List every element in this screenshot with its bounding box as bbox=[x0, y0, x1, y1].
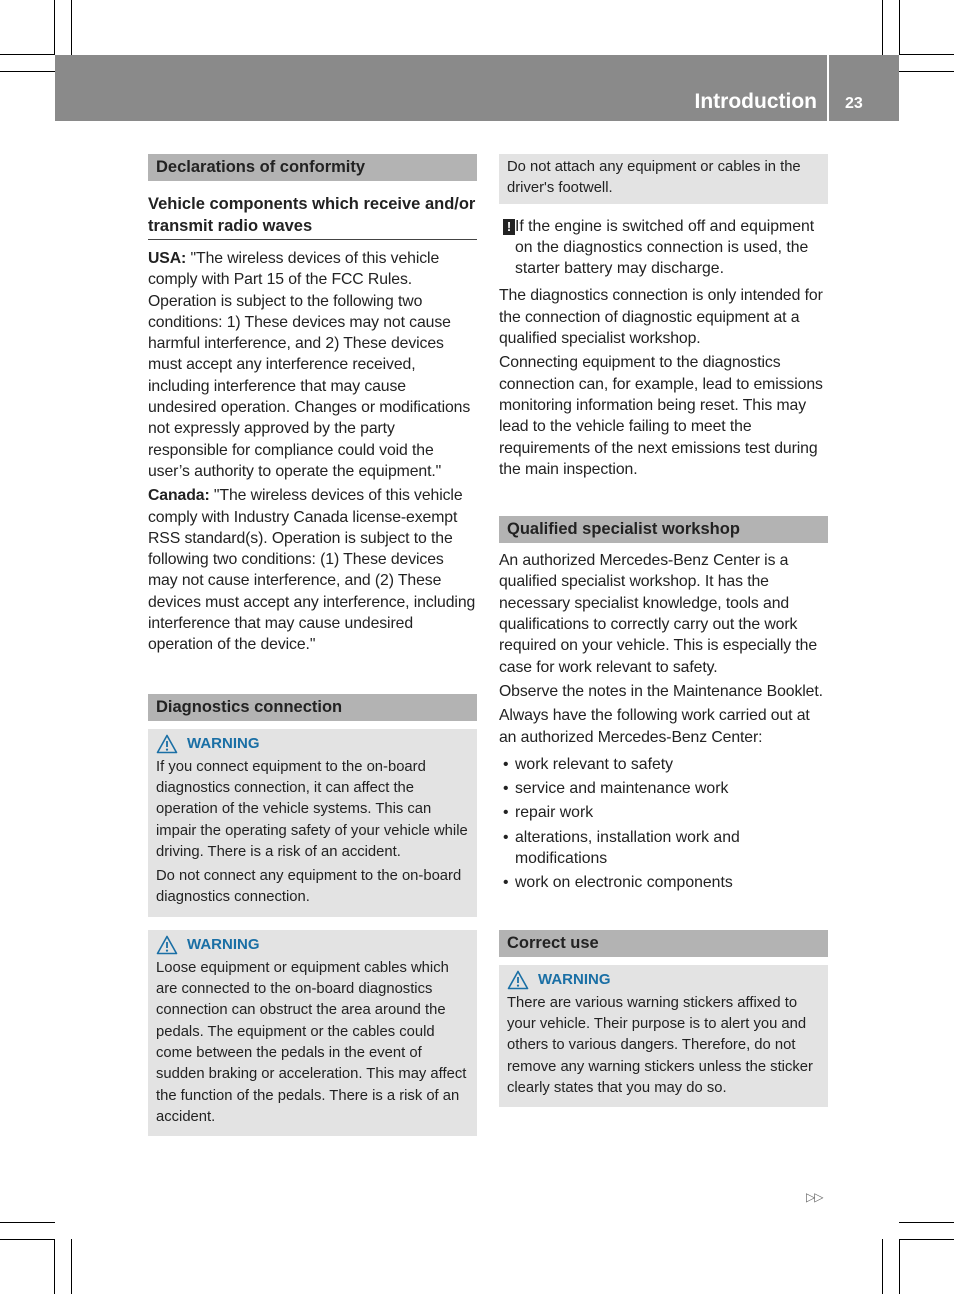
crop-mark bbox=[899, 1239, 954, 1240]
crop-mark bbox=[0, 71, 55, 72]
crop-mark bbox=[899, 71, 954, 72]
crop-mark bbox=[899, 1239, 900, 1294]
warning-triangle-icon bbox=[507, 970, 529, 990]
warning-label: WARNING bbox=[187, 735, 260, 753]
crop-mark bbox=[899, 1222, 954, 1223]
section-heading-workshop: Qualified specialist workshop bbox=[499, 516, 828, 543]
warning-text: Loose equipment or equipment cables which are connected to the on-board diagnostics connection can obstruct the area around the pedals. The equipment or the cables could come between the pedals in the event of sudden braking or acceleration. This may affect the function of the pedals. There is a risk of an accident. bbox=[156, 959, 467, 1125]
header-bar bbox=[55, 55, 827, 121]
crop-mark bbox=[899, 54, 954, 55]
crop-mark bbox=[54, 0, 55, 55]
body-paragraph: Connecting equipment to the diagnostics connection can, for example, lead to emissions monitoring information being reset. This may lead to the vehicle failing to meet the requirements of the next emissions test during the main inspection. bbox=[499, 354, 823, 478]
crop-mark bbox=[71, 0, 72, 55]
note-box: Do not attach any equipment or cables in the driver's footwell. bbox=[499, 154, 828, 204]
warning-header bbox=[156, 934, 469, 956]
caution-text: If the engine is switched off and equipment on the diagnostics connection is used, the starter battery may discharge. bbox=[515, 217, 815, 278]
canada-paragraph bbox=[148, 485, 477, 655]
crop-mark bbox=[71, 1239, 72, 1294]
warning-text: There are various warning stickers affixed to your vehicle. Their purpose is to alert you and others to various dangers. Therefore, do not remove any warning stickers unless the sticker clearly states that you may do so. bbox=[507, 994, 813, 1096]
page-number-box bbox=[829, 55, 899, 121]
page-number: 23 bbox=[845, 95, 863, 112]
usa-label: USA: bbox=[148, 250, 187, 267]
list-item: • repair work bbox=[499, 802, 828, 823]
warning-header bbox=[507, 969, 820, 991]
warning-triangle-icon bbox=[156, 734, 178, 754]
double-arrow-right-icon: ▷▷ bbox=[806, 1190, 823, 1204]
warning-header bbox=[156, 733, 469, 755]
warning-text: Do not connect any equipment to the on-board diagnostics connection. bbox=[156, 868, 462, 906]
usa-text: "The wireless devices of this vehicle comply with Part 15 of the FCC Rules. Operation is subject to the following two conditions: 1) These devices may not cause harmful interference, and 2) These devices must accept any interference received, including interference that may cause undesired operation. Changes or modifications not expressly approved by the party responsible for compliance could void the user’s authority to operate the equipment." bbox=[148, 250, 471, 480]
section-heading-diagnostics: Diagnostics connection bbox=[148, 694, 477, 721]
section-heading-declarations: Declarations of conformity bbox=[148, 154, 477, 181]
crop-mark bbox=[0, 54, 55, 55]
usa-paragraph bbox=[148, 248, 477, 482]
right-column bbox=[499, 154, 828, 1107]
canada-label: Canada: bbox=[148, 487, 210, 505]
subheading-radio-components: Vehicle components which receive and/or transmit radio waves bbox=[148, 193, 477, 240]
list-item: • service and maintenance work bbox=[499, 778, 828, 799]
body-paragraph: Observe the notes in the Maintenance Booklet. bbox=[499, 682, 823, 700]
section-heading-correct-use: Correct use bbox=[499, 930, 828, 957]
crop-mark bbox=[0, 1239, 55, 1240]
list-item: • work relevant to safety bbox=[499, 754, 828, 775]
workshop-bullet-list bbox=[499, 754, 828, 894]
body-paragraph: An authorized Mercedes-Benz Center is a qualified specialist workshop. It has the necessary specialist knowledge, tools and qualifications to correctly carry out the work required on your vehicle. This is especially the case for work relevant to safety. bbox=[499, 552, 818, 676]
warning-box bbox=[148, 930, 477, 1136]
left-column bbox=[148, 154, 477, 1136]
chapter-title: Introduction bbox=[694, 90, 817, 113]
crop-mark bbox=[0, 1222, 55, 1223]
crop-mark bbox=[882, 0, 883, 55]
crop-mark bbox=[899, 0, 900, 55]
warning-label: WARNING bbox=[538, 971, 611, 989]
warning-box bbox=[499, 965, 828, 1107]
caution-note bbox=[499, 216, 828, 280]
warning-label: WARNING bbox=[187, 936, 260, 954]
warning-box bbox=[148, 729, 477, 917]
list-item: • alterations, installation work and modifications bbox=[499, 827, 828, 870]
warning-text: If you connect equipment to the on-board diagnostics connection, it can affect the operation of the vehicle systems. This can impair the operating safety of your vehicle while driving. There is a risk of an accident. bbox=[156, 758, 468, 860]
crop-mark bbox=[882, 1239, 883, 1294]
crop-mark bbox=[54, 1239, 55, 1294]
exclamation-icon: ! bbox=[503, 219, 515, 235]
warning-triangle-icon bbox=[156, 935, 178, 955]
body-paragraph: Always have the following work carried out at an authorized Mercedes-Benz Center: bbox=[499, 707, 810, 746]
body-paragraph: The diagnostics connection is only intended for the connection of diagnostic equipment at a qualified specialist workshop. bbox=[499, 287, 823, 348]
canada-text: "The wireless devices of this vehicle comply with Industry Canada license-exempt RSS standard(s). Operation is subject to the following two conditions: (1) These devices may not cause interference, and (2) These devices must accept any interference, including interference that may cause undesired operation of the device." bbox=[148, 487, 476, 654]
list-item: • work on electronic components bbox=[499, 872, 828, 893]
